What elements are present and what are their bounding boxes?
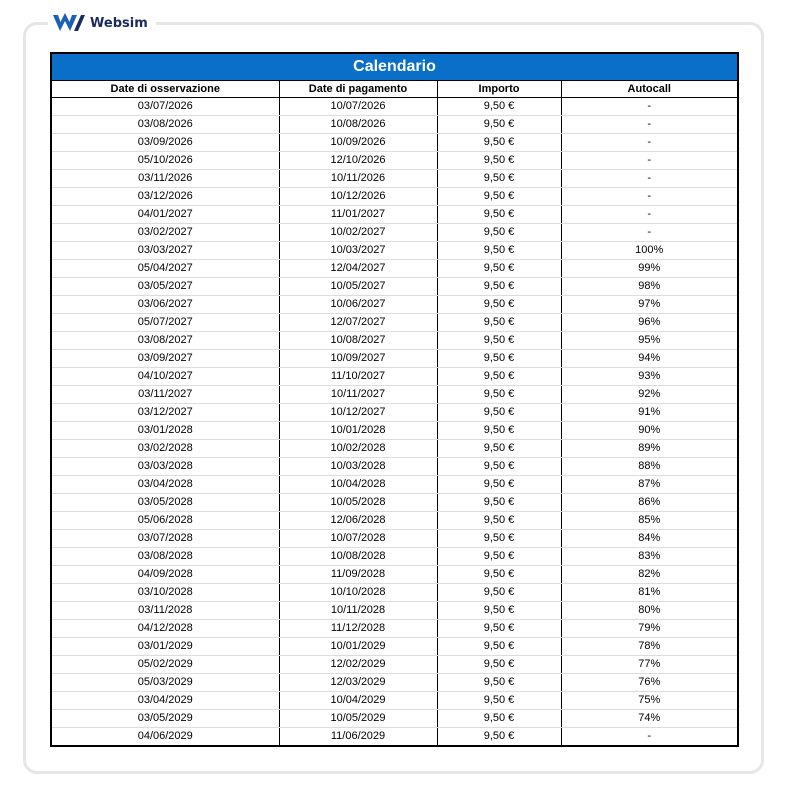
payment-date-cell: 10/09/2026 <box>279 134 437 152</box>
table-row <box>52 602 737 620</box>
observation-date-cell: 03/02/2027 <box>52 224 279 242</box>
observation-date-cell: 04/06/2029 <box>52 728 279 746</box>
observation-date-cell: 03/11/2027 <box>52 386 279 404</box>
amount-cell: 9,50 € <box>437 188 561 206</box>
table-row <box>52 170 737 188</box>
websim-logo <box>48 10 156 36</box>
table-row <box>52 548 737 566</box>
observation-date-cell: 03/09/2026 <box>52 134 279 152</box>
payment-date-cell: 10/02/2027 <box>279 224 437 242</box>
observation-date-cell: 03/11/2026 <box>52 170 279 188</box>
table-row <box>52 152 737 170</box>
table-row <box>52 296 737 314</box>
observation-date-cell: 03/05/2027 <box>52 278 279 296</box>
table-row <box>52 188 737 206</box>
table-row <box>52 404 737 422</box>
payment-date-cell: 12/04/2027 <box>279 260 437 278</box>
autocall-cell: 87% <box>561 476 737 494</box>
observation-date-cell: 05/03/2029 <box>52 674 279 692</box>
amount-cell: 9,50 € <box>437 116 561 134</box>
autocall-cell: - <box>561 116 737 134</box>
amount-cell: 9,50 € <box>437 152 561 170</box>
observation-date-cell: 03/03/2027 <box>52 242 279 260</box>
observation-date-cell: 03/08/2028 <box>52 548 279 566</box>
table-row <box>52 494 737 512</box>
amount-cell: 9,50 € <box>437 530 561 548</box>
payment-date-cell: 10/06/2027 <box>279 296 437 314</box>
autocall-cell: 74% <box>561 710 737 728</box>
amount-cell: 9,50 € <box>437 350 561 368</box>
amount-cell: 9,50 € <box>437 314 561 332</box>
table-row <box>52 116 737 134</box>
observation-date-cell: 03/08/2026 <box>52 116 279 134</box>
table-row <box>52 242 737 260</box>
amount-cell: 9,50 € <box>437 134 561 152</box>
observation-date-cell: 03/05/2029 <box>52 710 279 728</box>
column-header-autocall: Autocall <box>561 81 737 98</box>
payment-date-cell: 10/12/2026 <box>279 188 437 206</box>
table-row <box>52 458 737 476</box>
autocall-cell: - <box>647 730 652 742</box>
table-row <box>52 134 737 152</box>
payment-date-cell: 12/02/2029 <box>279 656 437 674</box>
autocall-cell: 95% <box>561 332 737 350</box>
table-row <box>52 512 737 530</box>
amount-cell: 9,50 € <box>437 404 561 422</box>
amount-cell: 9,50 € <box>437 476 561 494</box>
autocall-cell: - <box>561 206 737 224</box>
payment-date-cell: 10/03/2028 <box>279 458 437 476</box>
calendar-table <box>52 54 737 745</box>
column-header-payment-date: Date di pagamento <box>279 81 437 98</box>
observation-date-cell: 04/01/2027 <box>52 206 279 224</box>
observation-date-cell: 03/09/2027 <box>52 350 279 368</box>
observation-date-cell: 03/04/2029 <box>52 692 279 710</box>
payment-date-cell: 11/12/2028 <box>279 620 437 638</box>
table-row <box>52 98 737 116</box>
autocall-cell: - <box>561 98 737 116</box>
payment-date-cell: 10/07/2028 <box>279 530 437 548</box>
table-row <box>52 386 737 404</box>
amount-cell: 9,50 € <box>437 458 561 476</box>
payment-date-cell: 10/07/2026 <box>279 98 437 116</box>
payment-date-cell: 10/09/2027 <box>279 350 437 368</box>
table-row <box>52 656 737 674</box>
amount-cell: 9,50 € <box>437 386 561 404</box>
observation-date-cell: 03/01/2029 <box>52 638 279 656</box>
table-row <box>52 206 737 224</box>
table-row <box>52 224 737 242</box>
autocall-cell: 100% <box>561 242 737 260</box>
autocall-cell: 88% <box>561 458 737 476</box>
table-row <box>52 710 737 728</box>
observation-date-cell: 03/07/2026 <box>52 98 279 116</box>
amount-cell: 9,50 € <box>437 656 561 674</box>
payment-date-cell: 11/06/2029 <box>279 728 437 746</box>
payment-date-cell: 10/01/2029 <box>279 638 437 656</box>
observation-date-cell: 03/06/2027 <box>52 296 279 314</box>
observation-date-cell: 05/10/2026 <box>52 152 279 170</box>
autocall-cell: 79% <box>561 620 737 638</box>
table-row <box>52 584 737 602</box>
payment-date-cell: 10/08/2028 <box>279 548 437 566</box>
autocall-cell: 85% <box>561 512 737 530</box>
autocall-cell: 80% <box>561 602 737 620</box>
autocall-cell: 76% <box>561 674 737 692</box>
observation-date-cell: 05/06/2028 <box>52 512 279 530</box>
table-row <box>52 692 737 710</box>
amount-cell: 9,50 € <box>437 98 561 116</box>
table-row <box>52 278 737 296</box>
autocall-cell: 91% <box>561 404 737 422</box>
amount-cell: 9,50 € <box>437 440 561 458</box>
autocall-cell: 94% <box>561 350 737 368</box>
autocall-cell: 75% <box>561 692 737 710</box>
autocall-cell: 84% <box>561 530 737 548</box>
autocall-cell: - <box>561 224 737 242</box>
payment-date-cell: 10/05/2029 <box>279 710 437 728</box>
observation-date-cell: 04/09/2028 <box>52 566 279 584</box>
autocall-cell: 89% <box>561 440 737 458</box>
payment-date-cell: 10/05/2028 <box>279 494 437 512</box>
observation-date-cell: 03/07/2028 <box>52 530 279 548</box>
payment-date-cell: 10/04/2028 <box>279 476 437 494</box>
observation-date-cell: 03/11/2028 <box>52 602 279 620</box>
observation-date-cell: 05/04/2027 <box>52 260 279 278</box>
observation-date-cell: 03/01/2028 <box>52 422 279 440</box>
autocall-cell: 78% <box>561 638 737 656</box>
payment-date-cell: 11/09/2028 <box>279 566 437 584</box>
payment-date-cell: 12/03/2029 <box>279 674 437 692</box>
autocall-cell: 83% <box>561 548 737 566</box>
autocall-cell: 99% <box>561 260 737 278</box>
header-row <box>52 81 737 98</box>
amount-cell: 9,50 € <box>437 602 561 620</box>
autocall-cell: 98% <box>561 278 737 296</box>
amount-cell: 9,50 € <box>437 242 561 260</box>
observation-date-cell: 04/12/2028 <box>52 620 279 638</box>
observation-date-cell: 03/02/2028 <box>52 440 279 458</box>
table-row <box>52 368 737 386</box>
table-row <box>52 422 737 440</box>
autocall-cell: 93% <box>561 368 737 386</box>
amount-cell: 9,50 € <box>437 728 561 746</box>
payment-date-cell: 12/06/2028 <box>279 512 437 530</box>
autocall-cell: - <box>561 152 737 170</box>
autocall-cell: 92% <box>561 386 737 404</box>
amount-cell: 9,50 € <box>437 584 561 602</box>
table-row <box>52 350 737 368</box>
payment-date-cell: 12/07/2027 <box>279 314 437 332</box>
amount-cell: 9,50 € <box>437 710 561 728</box>
table-row <box>52 728 737 746</box>
observation-date-cell: 03/12/2027 <box>52 404 279 422</box>
column-header-observation-date: Date di osservazione <box>52 81 279 98</box>
amount-cell: 9,50 € <box>437 638 561 656</box>
table-row <box>52 566 737 584</box>
autocall-cell: 90% <box>561 422 737 440</box>
amount-cell: 9,50 € <box>437 674 561 692</box>
observation-date-cell: 03/12/2026 <box>52 188 279 206</box>
payment-date-cell: 10/08/2027 <box>279 332 437 350</box>
payment-date-cell: 10/08/2026 <box>279 116 437 134</box>
payment-date-cell: 10/11/2026 <box>279 170 437 188</box>
table-title: Calendario <box>52 54 737 81</box>
brand-name: Websim <box>90 15 148 31</box>
amount-cell: 9,50 € <box>437 260 561 278</box>
payment-date-cell: 10/12/2027 <box>279 404 437 422</box>
amount-cell: 9,50 € <box>437 620 561 638</box>
websim-w-icon <box>52 13 86 33</box>
table-row <box>52 476 737 494</box>
amount-cell: 9,50 € <box>437 296 561 314</box>
table-row <box>52 332 737 350</box>
payment-date-cell: 10/11/2027 <box>279 386 437 404</box>
amount-cell: 9,50 € <box>437 170 561 188</box>
payment-date-cell: 10/04/2029 <box>279 692 437 710</box>
table-row <box>52 530 737 548</box>
calendar-table-container <box>50 52 739 747</box>
column-header-amount: Importo <box>437 81 561 98</box>
observation-date-cell: 03/04/2028 <box>52 476 279 494</box>
payment-date-cell: 10/03/2027 <box>279 242 437 260</box>
autocall-cell: 86% <box>561 494 737 512</box>
autocall-cell: 82% <box>561 566 737 584</box>
payment-date-cell: 10/05/2027 <box>279 278 437 296</box>
payment-date-cell: 10/11/2028 <box>279 602 437 620</box>
amount-cell: 9,50 € <box>437 332 561 350</box>
autocall-cell: 81% <box>561 584 737 602</box>
observation-date-cell: 03/05/2028 <box>52 494 279 512</box>
payment-date-cell: 12/10/2026 <box>279 152 437 170</box>
amount-cell: 9,50 € <box>437 278 561 296</box>
observation-date-cell: 03/03/2028 <box>52 458 279 476</box>
autocall-cell: - <box>561 188 737 206</box>
observation-date-cell: 04/10/2027 <box>52 368 279 386</box>
payment-date-cell: 11/10/2027 <box>279 368 437 386</box>
observation-date-cell: 03/08/2027 <box>52 332 279 350</box>
amount-cell: 9,50 € <box>437 566 561 584</box>
payment-date-cell: 10/10/2028 <box>279 584 437 602</box>
table-row <box>52 314 737 332</box>
amount-cell: 9,50 € <box>437 494 561 512</box>
observation-date-cell: 05/07/2027 <box>52 314 279 332</box>
table-row <box>52 440 737 458</box>
observation-date-cell: 03/10/2028 <box>52 584 279 602</box>
amount-cell: 9,50 € <box>437 224 561 242</box>
autocall-cell: 97% <box>561 296 737 314</box>
autocall-cell: 77% <box>561 656 737 674</box>
table-row <box>52 638 737 656</box>
table-row <box>52 260 737 278</box>
autocall-cell: - <box>561 134 737 152</box>
payment-date-cell: 11/01/2027 <box>279 206 437 224</box>
amount-cell: 9,50 € <box>437 206 561 224</box>
table-body <box>52 98 737 746</box>
autocall-cell: - <box>561 170 737 188</box>
amount-cell: 9,50 € <box>437 692 561 710</box>
payment-date-cell: 10/02/2028 <box>279 440 437 458</box>
amount-cell: 9,50 € <box>437 422 561 440</box>
table-row <box>52 674 737 692</box>
table-row <box>52 620 737 638</box>
amount-cell: 9,50 € <box>437 368 561 386</box>
amount-cell: 9,50 € <box>437 548 561 566</box>
observation-date-cell: 05/02/2029 <box>52 656 279 674</box>
autocall-cell: 96% <box>561 314 737 332</box>
payment-date-cell: 10/01/2028 <box>279 422 437 440</box>
amount-cell: 9,50 € <box>437 512 561 530</box>
